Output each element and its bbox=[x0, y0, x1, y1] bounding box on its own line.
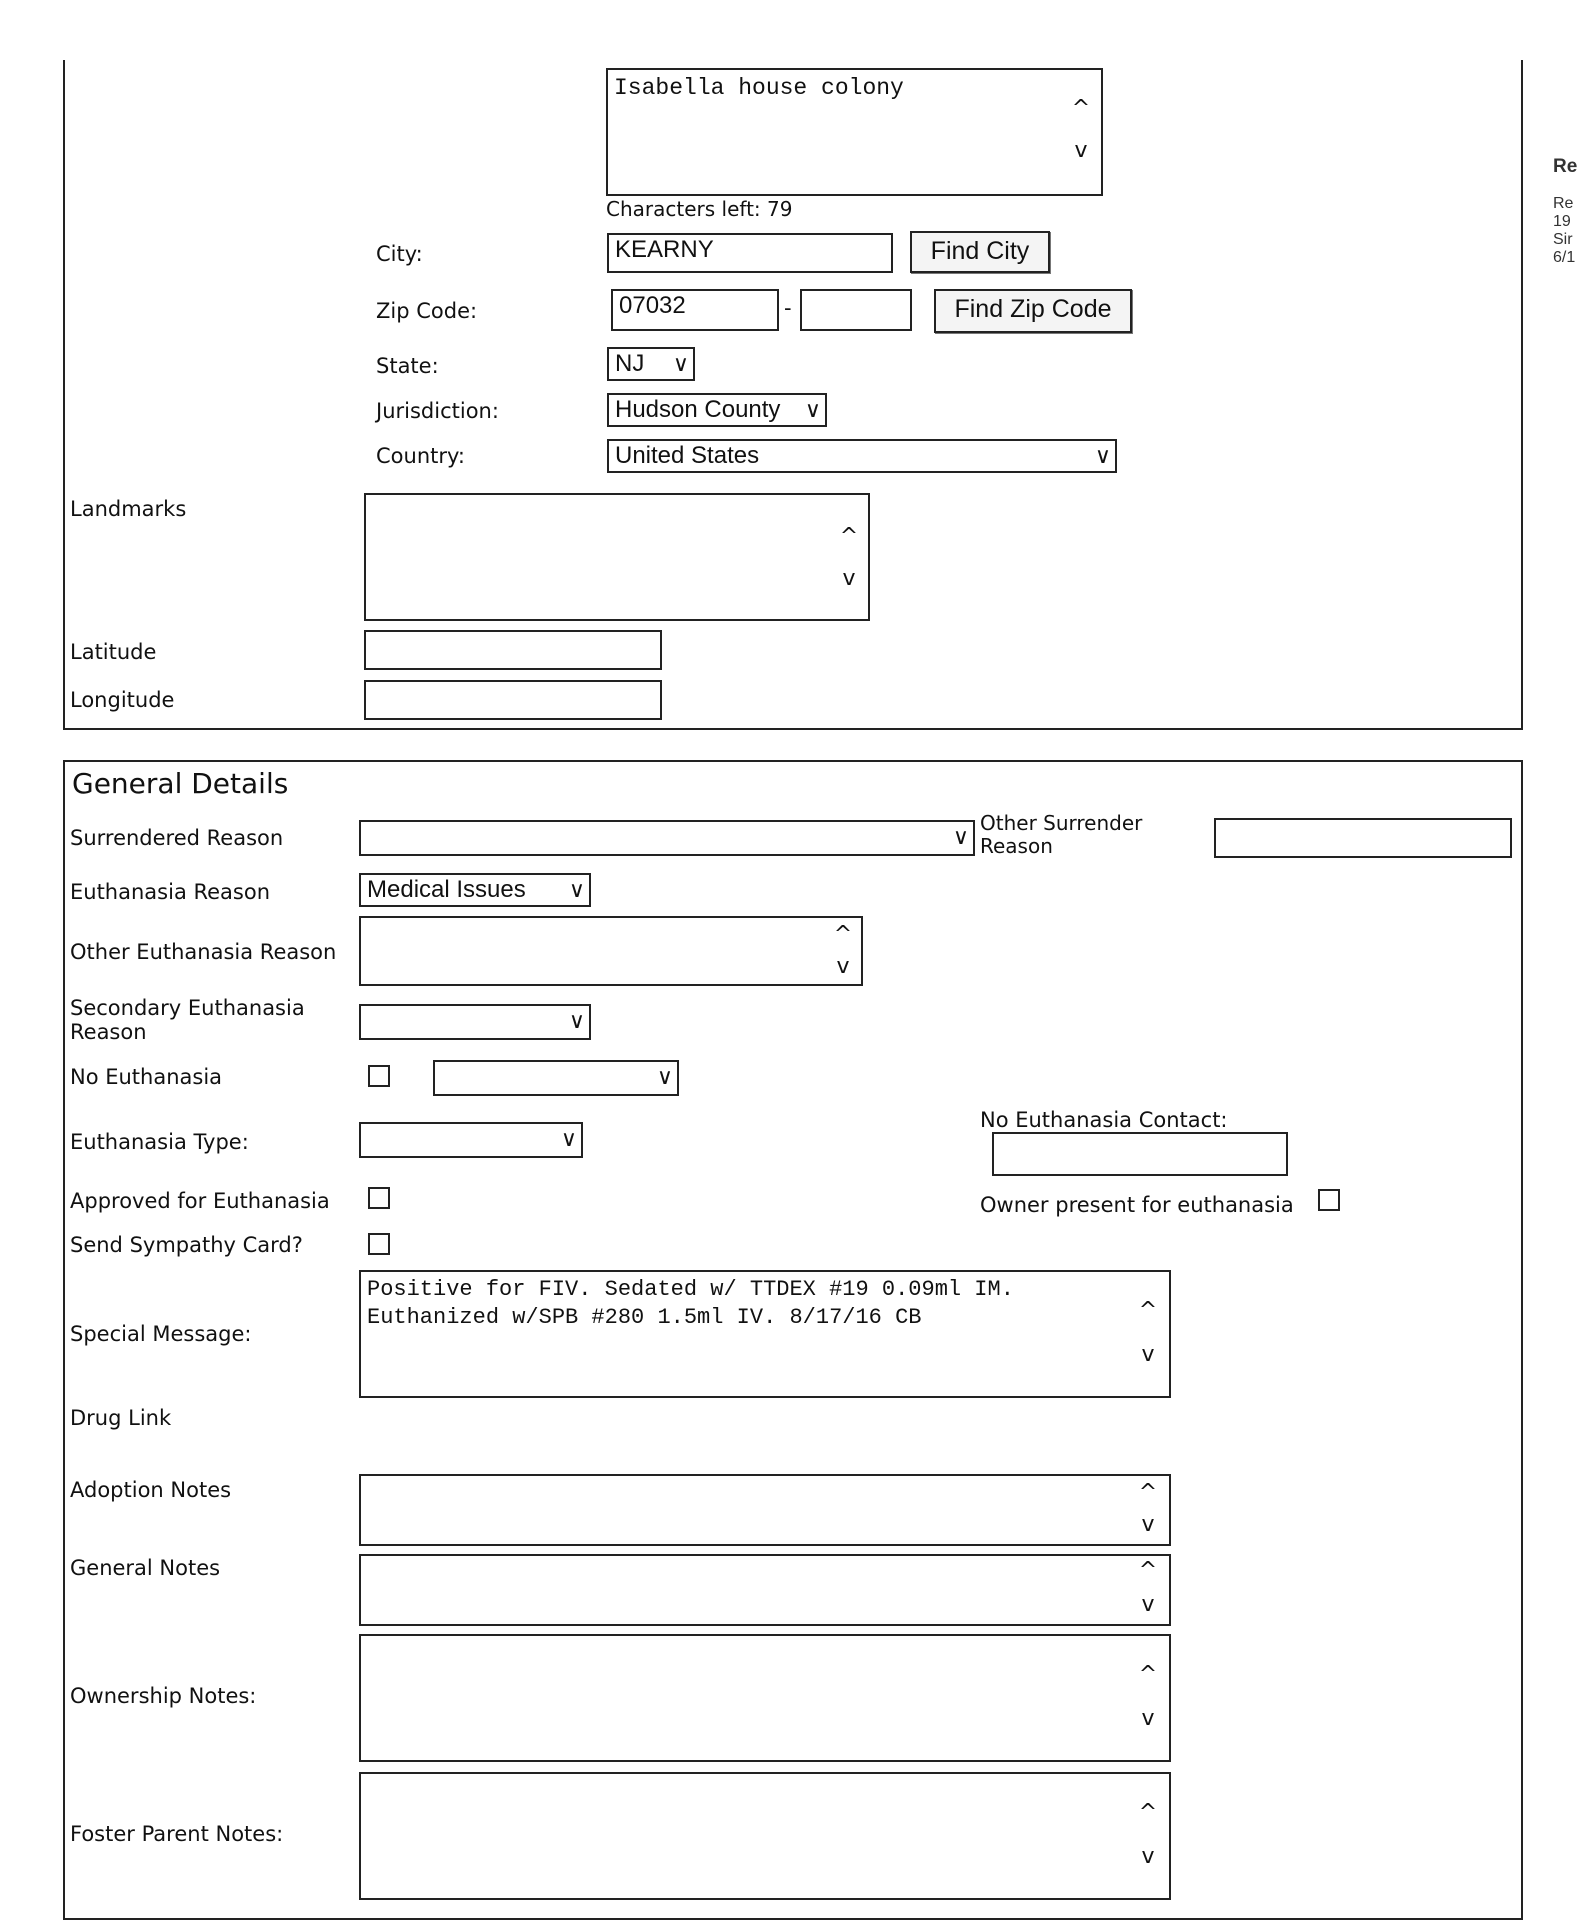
no-euthanasia-contact-input[interactable] bbox=[992, 1132, 1288, 1176]
foster-parent-notes-textarea[interactable] bbox=[359, 1772, 1171, 1900]
characters-left: Characters left: 79 bbox=[606, 197, 793, 221]
ownership-notes-label: Ownership Notes: bbox=[70, 1684, 257, 1708]
right-panel-line: 19 bbox=[1553, 213, 1571, 230]
owner-present-checkbox[interactable] bbox=[1318, 1189, 1340, 1211]
send-sympathy-card-label: Send Sympathy Card? bbox=[70, 1233, 303, 1257]
euthanasia-reason-label: Euthanasia Reason bbox=[70, 880, 271, 904]
general-notes-label: General Notes bbox=[70, 1556, 221, 1580]
scroll-down-icon[interactable]: v bbox=[1141, 1592, 1155, 1617]
country-select[interactable] bbox=[607, 439, 1117, 473]
scroll-down-icon[interactable]: v bbox=[842, 566, 856, 591]
landmarks-label: Landmarks bbox=[70, 497, 187, 521]
right-panel-line: 6/1 bbox=[1553, 249, 1576, 266]
chevron-down-icon: ∨ bbox=[568, 1008, 585, 1033]
no-euthanasia-label: No Euthanasia bbox=[70, 1065, 223, 1089]
adoption-notes-label: Adoption Notes bbox=[70, 1478, 232, 1502]
send-sympathy-card-checkbox[interactable] bbox=[368, 1233, 390, 1255]
scroll-down-icon[interactable]: v bbox=[1141, 1706, 1155, 1731]
longitude-input[interactable] bbox=[364, 680, 662, 720]
special-message-textarea[interactable]: Positive for FIV. Sedated w/ TTDEX #19 0.09ml IM. Euthanized w/SPB #280 1.5ml IV. 8/17/16 CB bbox=[359, 1270, 1171, 1398]
other-surrender-reason-label: Other Surrender Reason bbox=[980, 811, 1143, 858]
chevron-down-icon: ∨ bbox=[672, 351, 689, 376]
jurisdiction-select[interactable] bbox=[607, 393, 827, 427]
country-label: Country: bbox=[376, 444, 465, 468]
scroll-up-icon[interactable]: ^ bbox=[1138, 1800, 1158, 1825]
zip-separator: - bbox=[784, 296, 792, 320]
chevron-down-icon: ∨ bbox=[568, 877, 585, 902]
scroll-up-icon[interactable]: ^ bbox=[1138, 1662, 1158, 1687]
right-panel-line: Sir bbox=[1553, 231, 1573, 248]
longitude-label: Longitude bbox=[70, 688, 175, 712]
find-city-button[interactable]: Find City bbox=[910, 231, 1050, 273]
secondary-euthanasia-reason-label: Secondary Euthanasia Reason bbox=[70, 996, 305, 1045]
zip-code-input[interactable]: 07032 bbox=[611, 289, 779, 331]
chevron-down-icon: ∨ bbox=[1094, 443, 1111, 468]
ownership-notes-textarea[interactable] bbox=[359, 1634, 1171, 1762]
scroll-up-icon[interactable]: ^ bbox=[1138, 1298, 1158, 1323]
owner-present-label: Owner present for euthanasia bbox=[980, 1193, 1294, 1217]
chevron-down-icon: ∨ bbox=[560, 1126, 577, 1151]
no-euthanasia-select[interactable] bbox=[433, 1060, 679, 1096]
latitude-input[interactable] bbox=[364, 630, 662, 670]
jurisdiction-value: Hudson County bbox=[615, 396, 781, 423]
scroll-up-icon[interactable]: ^ bbox=[833, 922, 853, 947]
foster-parent-notes-label: Foster Parent Notes: bbox=[70, 1822, 284, 1846]
city-label: City: bbox=[376, 242, 423, 266]
city-input[interactable]: KEARNY bbox=[607, 233, 893, 273]
scroll-down-icon[interactable]: v bbox=[1074, 138, 1088, 163]
zip-extension-input[interactable] bbox=[800, 289, 912, 331]
chevron-down-icon: ∨ bbox=[952, 824, 969, 849]
drug-link-label: Drug Link bbox=[70, 1406, 172, 1430]
general-notes-textarea[interactable] bbox=[359, 1554, 1171, 1626]
landmarks-textarea[interactable] bbox=[364, 493, 870, 621]
euthanasia-type-select[interactable] bbox=[359, 1122, 583, 1158]
state-label: State: bbox=[376, 354, 439, 378]
euthanasia-reason-select[interactable] bbox=[359, 873, 591, 907]
other-euthanasia-reason-label: Other Euthanasia Reason bbox=[70, 940, 337, 964]
scroll-up-icon[interactable]: ^ bbox=[1071, 96, 1091, 121]
euthanasia-reason-value: Medical Issues bbox=[367, 876, 526, 903]
state-select[interactable] bbox=[607, 347, 695, 381]
chevron-down-icon: ∨ bbox=[656, 1064, 673, 1089]
approved-for-euthanasia-label: Approved for Euthanasia bbox=[70, 1189, 330, 1213]
no-euthanasia-checkbox[interactable] bbox=[368, 1065, 390, 1087]
other-euthanasia-reason-textarea[interactable] bbox=[359, 916, 863, 986]
approved-for-euthanasia-checkbox[interactable] bbox=[368, 1187, 390, 1209]
scroll-down-icon[interactable]: v bbox=[1141, 1844, 1155, 1869]
other-surrender-reason-input[interactable] bbox=[1214, 818, 1512, 858]
right-panel-line: Re bbox=[1553, 195, 1574, 212]
right-panel-heading: Re bbox=[1553, 156, 1578, 177]
surrendered-reason-label: Surrendered Reason bbox=[70, 826, 284, 850]
chevron-down-icon: ∨ bbox=[804, 397, 821, 422]
state-value: NJ bbox=[615, 350, 645, 377]
jurisdiction-label: Jurisdiction: bbox=[376, 399, 499, 423]
street-textarea[interactable]: Isabella house colony bbox=[606, 68, 1103, 196]
scroll-up-icon[interactable]: ^ bbox=[1138, 1480, 1158, 1505]
scroll-up-icon[interactable]: ^ bbox=[839, 524, 859, 549]
scroll-down-icon[interactable]: v bbox=[1141, 1342, 1155, 1367]
latitude-label: Latitude bbox=[70, 640, 157, 664]
euthanasia-type-label: Euthanasia Type: bbox=[70, 1130, 249, 1154]
adoption-notes-textarea[interactable] bbox=[359, 1474, 1171, 1546]
country-value: United States bbox=[615, 442, 760, 469]
surrendered-reason-select[interactable] bbox=[359, 820, 975, 856]
zip-code-label: Zip Code: bbox=[376, 299, 478, 323]
scroll-up-icon[interactable]: ^ bbox=[1138, 1558, 1158, 1583]
special-message-label: Special Message: bbox=[70, 1322, 252, 1346]
scroll-down-icon[interactable]: v bbox=[836, 954, 850, 979]
find-zip-code-button[interactable]: Find Zip Code bbox=[934, 289, 1132, 333]
secondary-euthanasia-reason-select[interactable] bbox=[359, 1004, 591, 1040]
scroll-down-icon[interactable]: v bbox=[1141, 1512, 1155, 1537]
general-details-title: General Details bbox=[72, 767, 289, 800]
no-euthanasia-contact-label: No Euthanasia Contact: bbox=[980, 1108, 1228, 1132]
